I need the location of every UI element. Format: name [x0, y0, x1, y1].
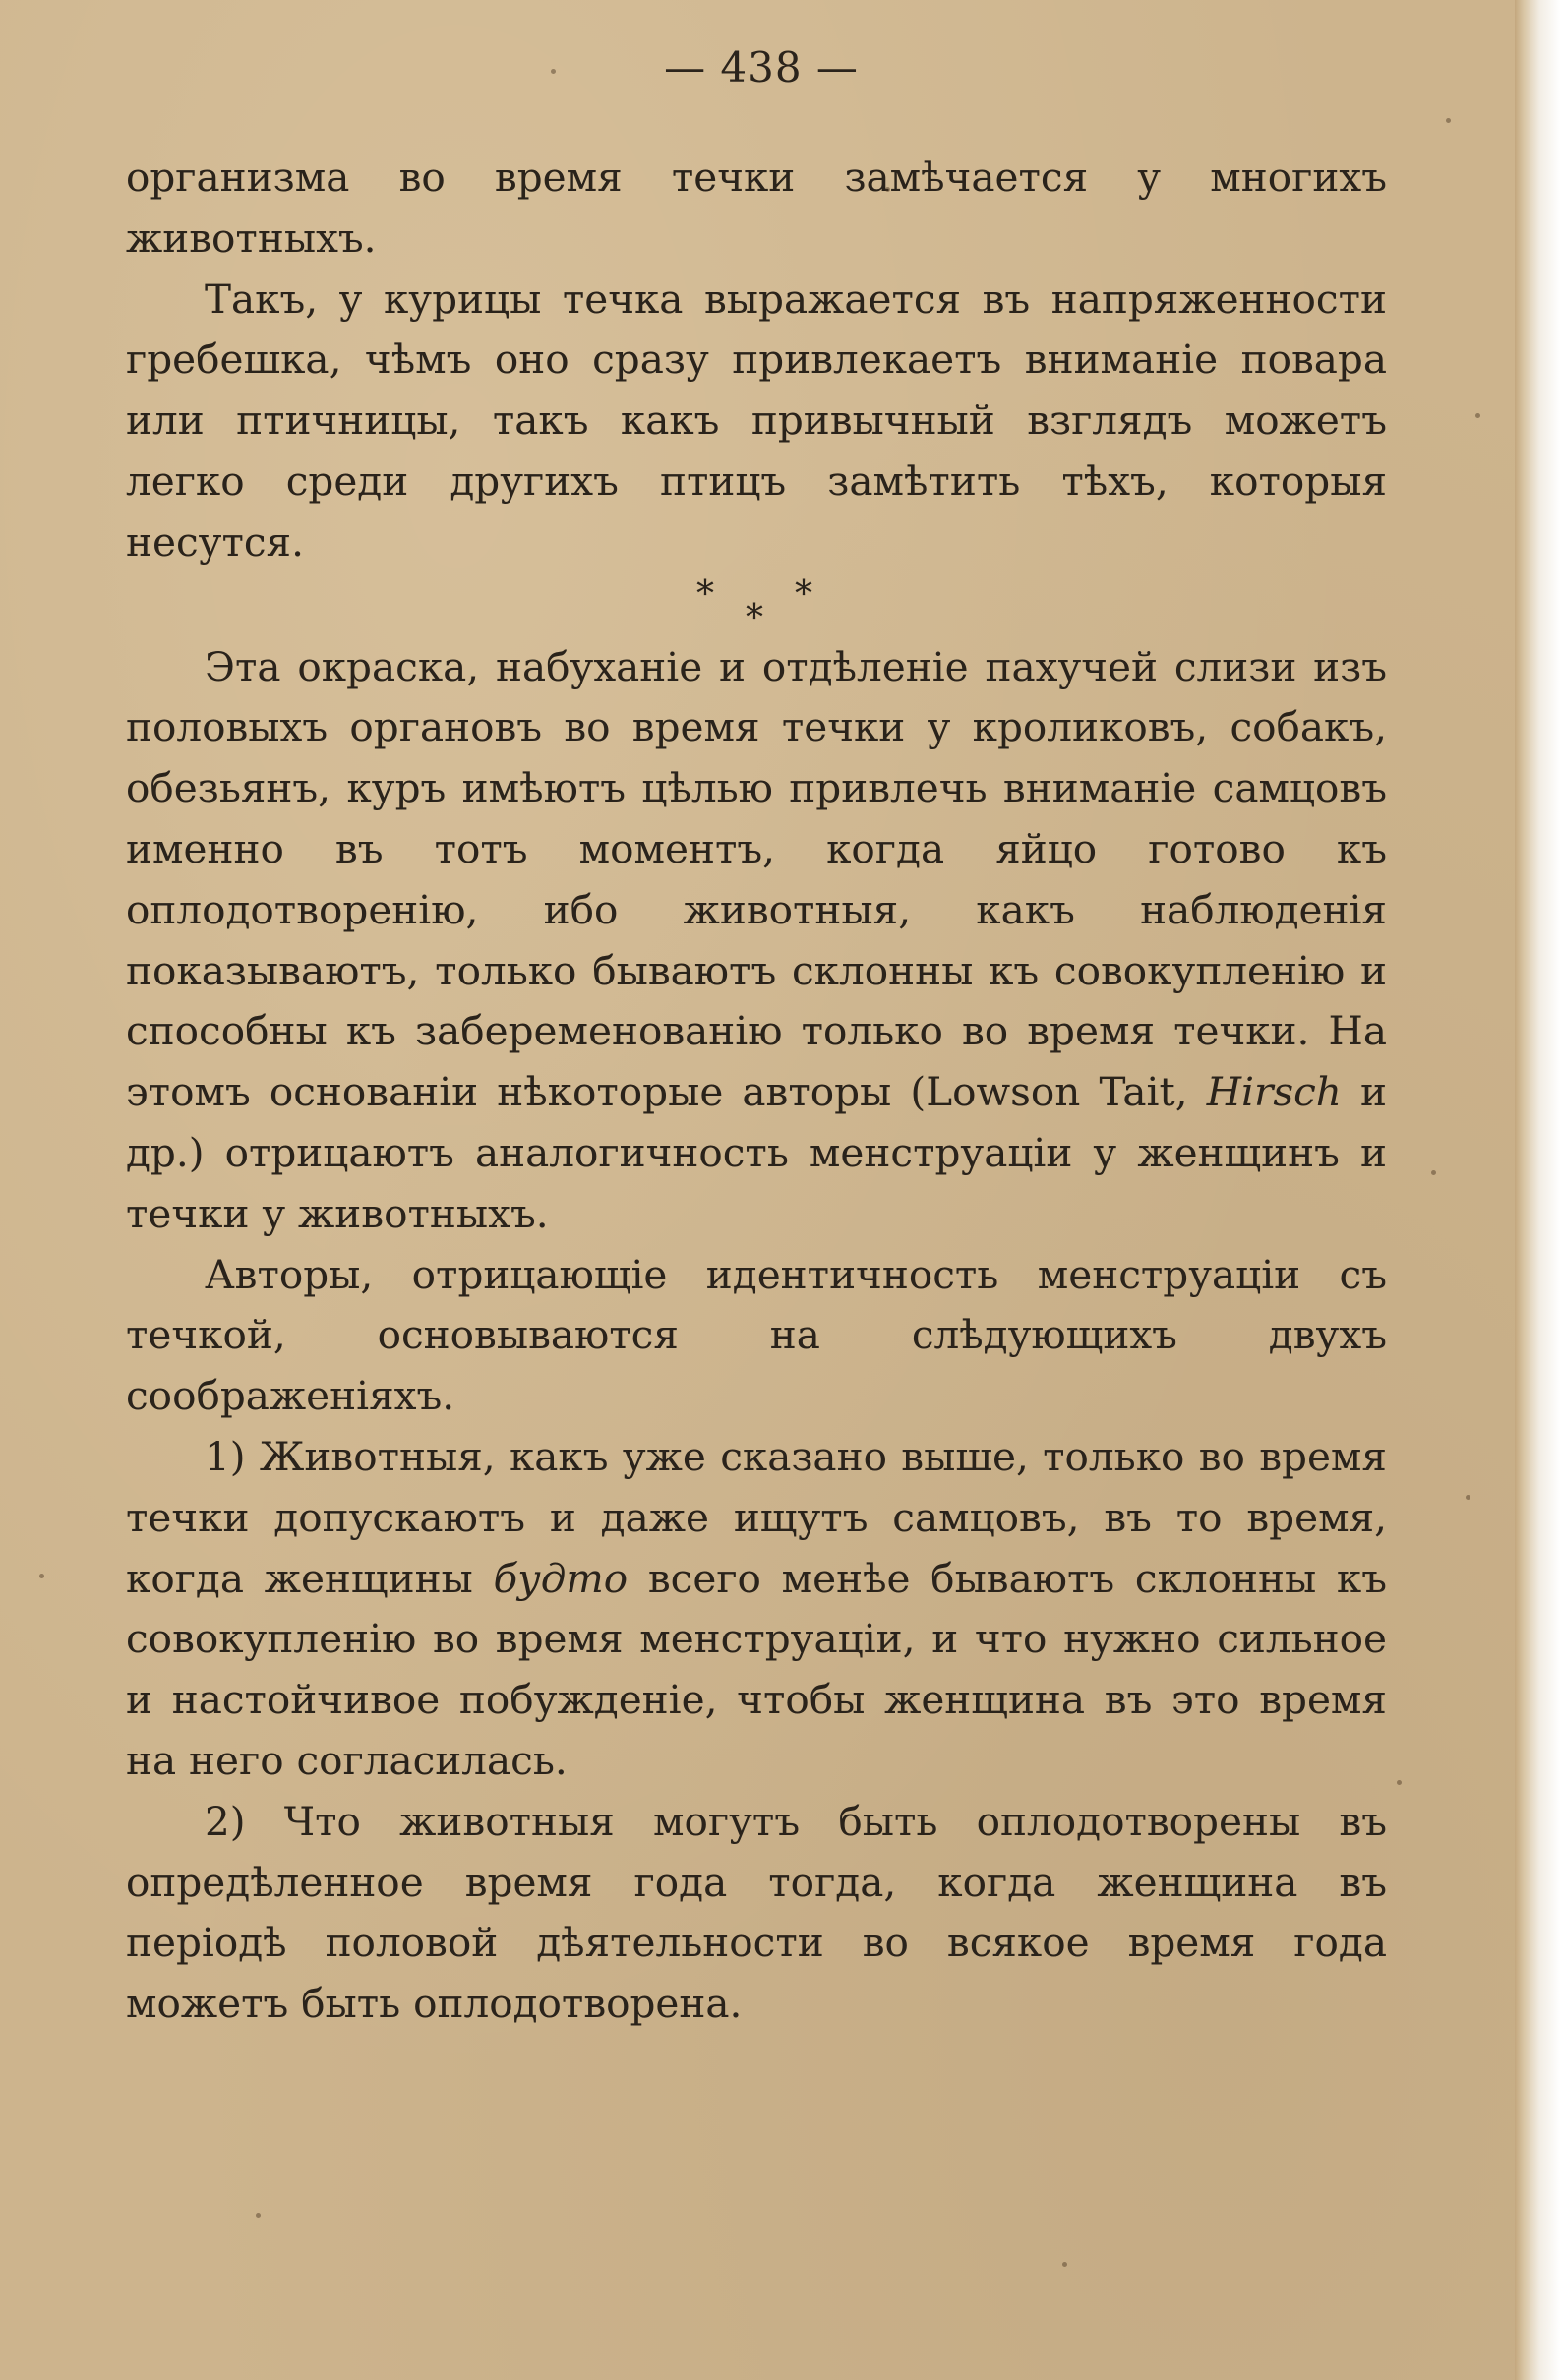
asterism-separator	[126, 575, 1387, 636]
body-text	[126, 148, 1387, 2035]
paper-speck	[1475, 413, 1480, 418]
paragraph-1: организма во время течки замѣчается у многихъ животныхъ.	[126, 153, 1387, 262]
paper-speck	[39, 1574, 44, 1578]
paper-speck	[1397, 1780, 1402, 1785]
paper-speck	[256, 2213, 261, 2218]
asterism-star: *	[795, 573, 812, 615]
asterism-star: *	[696, 573, 714, 615]
paper-speck	[1431, 1170, 1436, 1175]
paragraph-2: Такъ, у курицы течка выражается въ напряженности гребешка, чѣмъ оно сразу привлекаетъ вниманіе повара или птичницы, такъ какъ привычный взглядъ можетъ легко среди другихъ птицъ замѣтить тѣхъ, которыя несутся.	[126, 274, 1387, 565]
page-edge-shadow	[1515, 0, 1560, 2380]
page-number: — 438 —	[664, 43, 859, 91]
paragraph-5-text-after: всего менѣе бываютъ склонны къ совокупленію во время менструаціи, и что нужно сильное и настойчивое побужденіе, чтобы женщина въ это время на него согласилась.	[126, 1554, 1387, 1784]
paragraph-5-text-before: 1) Животныя, какъ уже сказано выше, только во время течки допускаютъ и даже ищутъ самцовъ, въ то время, когда женщины	[126, 1432, 1387, 1602]
paper-speck	[1062, 2262, 1067, 2267]
author-name-hirsch: Hirsch	[1206, 1068, 1342, 1116]
paragraph-5	[126, 1427, 1387, 1792]
paper-speck	[885, 187, 890, 192]
paragraph-3-text-before: Эта окраска, набуханіе и отдѣленіе пахучей слизи изъ половыхъ органовъ во время течки у кроликовъ, собакъ, обезьянъ, куръ имѣютъ цѣлью привлечь вниманіе самцовъ именно въ тотъ моментъ, когда яйцо готово къ оплодотворенію, ибо животныя, какъ наблюденія показываютъ, только бываютъ склонны къ совокупленію и способны къ забеременованію только во время течки. На этомъ основаніи нѣкоторые авторы (Lowson Tait,	[126, 642, 1387, 1116]
paragraph-3	[126, 637, 1387, 1245]
paragraph-4: Авторы, отрицающіе идентичность менструаціи съ течкой, основываются на слѣдующихъ двухъ соображеніяхъ.	[126, 1250, 1387, 1420]
asterism-star: *	[746, 597, 763, 638]
paragraph-3-text-after: и др.) отрицаютъ аналогичность менструаціи у женщинъ и течки у животныхъ.	[126, 1068, 1387, 1237]
paragraph-6: 2) Что животныя могутъ быть оплодотворены въ опредѣленное время года тогда, когда женщина въ періодѣ половой дѣятельности во всякое время года можетъ быть оплодотворена.	[126, 1797, 1387, 2028]
paper-speck	[551, 69, 556, 74]
paper-speck	[1466, 1495, 1470, 1500]
paper-speck	[1446, 118, 1451, 123]
emphasis-budto: будто	[493, 1554, 629, 1602]
